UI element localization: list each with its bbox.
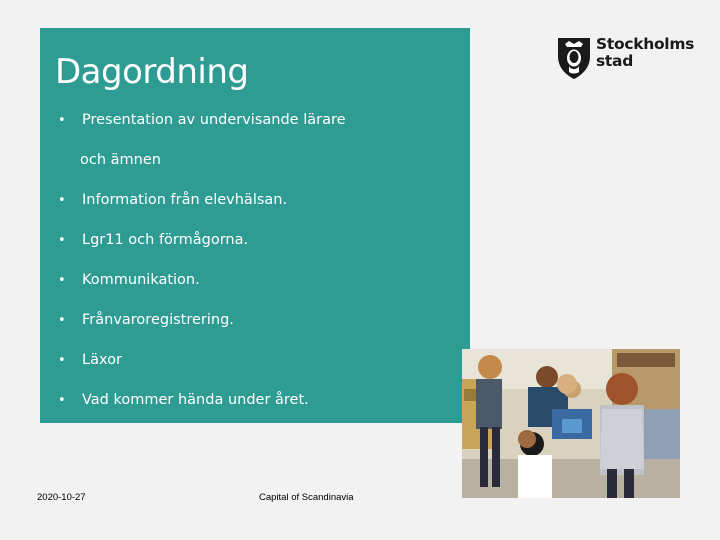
bullet-icon: • [58, 113, 66, 128]
classroom-photo [462, 349, 680, 498]
list-item [58, 272, 200, 288]
footer-tagline: Capital of Scandinavia [259, 492, 354, 503]
list-item [58, 392, 309, 408]
bullet-icon: • [58, 273, 66, 288]
footer-date: 2020-10-27 [37, 492, 86, 503]
list-item-text: Information från elevhälsan. [82, 192, 288, 208]
list-item [58, 192, 287, 208]
classroom-children-photo [462, 349, 680, 498]
agenda-panel [40, 28, 470, 423]
list-item [58, 312, 234, 328]
list-item-text: Frånvaroregistrering. [82, 312, 234, 328]
list-item-text: Lgr11 och förmågorna. [82, 232, 249, 248]
list-item-text: Läxor [82, 352, 122, 368]
bullet-icon: • [58, 233, 66, 248]
bullet-icon: • [58, 313, 66, 328]
logo-line-1: Stockholms [596, 35, 695, 53]
list-item [58, 352, 122, 368]
list-item [58, 232, 248, 248]
slide-title: Dagordning [55, 52, 249, 92]
stockholms-stad-logo [556, 36, 696, 82]
list-item-text: Presentation av undervisande lärare [82, 112, 346, 128]
logo-wordmark [596, 36, 694, 70]
list-item-text: Kommunikation. [82, 272, 200, 288]
list-item-text: Vad kommer hända under året. [82, 392, 309, 408]
bullet-icon: • [58, 353, 66, 368]
bullet-icon: • [58, 193, 66, 208]
list-item-continuation: och ämnen [80, 152, 161, 168]
stockholm-crest-icon [556, 36, 592, 80]
list-item [58, 112, 346, 128]
logo-line-2: stad [596, 52, 633, 70]
bullet-icon: • [58, 393, 66, 408]
